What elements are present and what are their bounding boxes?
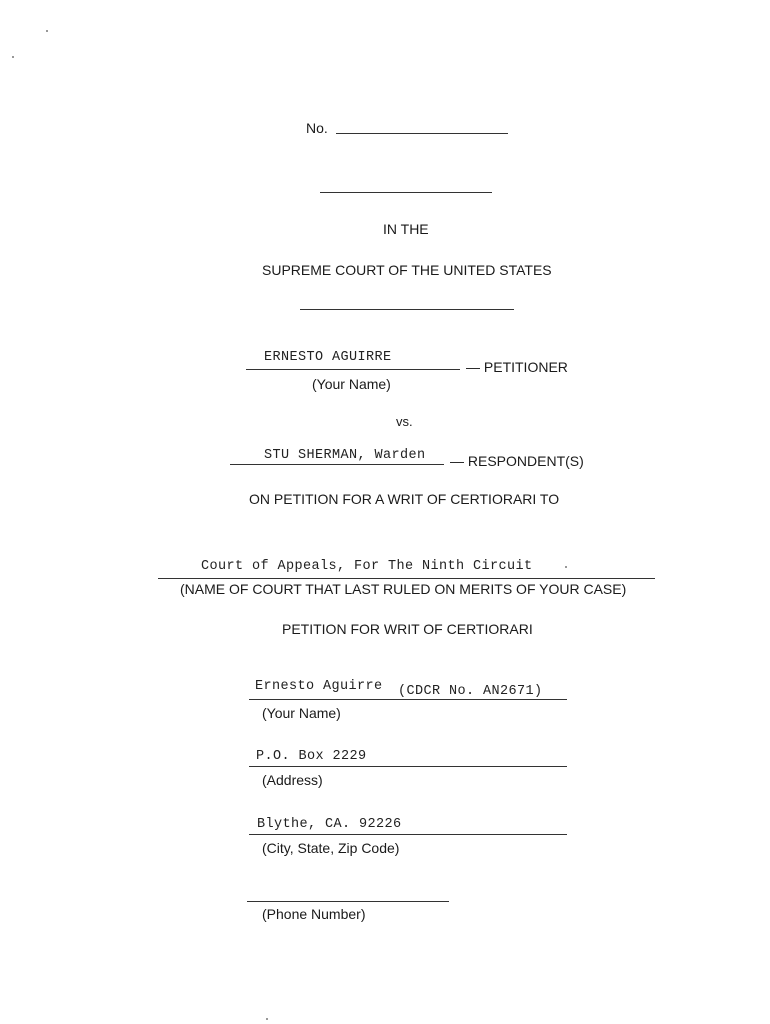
scan-speck <box>12 56 14 58</box>
respondent-role: — RESPONDENT(S) <box>450 453 584 469</box>
scan-speck <box>565 566 567 568</box>
case-number-line <box>336 133 508 134</box>
petition-heading: ON PETITION FOR A WRIT OF CERTIORARI TO <box>249 491 560 507</box>
respondent-name-line <box>230 464 444 465</box>
separator-line <box>300 309 514 310</box>
petitioner-name: ERNESTO AGUIRRE <box>264 350 392 365</box>
filer-city-line <box>249 834 567 835</box>
filer-name: Ernesto Aguirre <box>255 679 383 694</box>
filer-address-line <box>249 766 567 767</box>
versus-label: vs. <box>396 414 413 429</box>
scan-speck <box>46 30 48 32</box>
lower-court-line <box>158 578 655 579</box>
petitioner-role: — PETITIONER <box>466 359 568 375</box>
petitioner-caption: (Your Name) <box>312 376 391 392</box>
filer-cdcr-number: (CDCR No. AN2671) <box>398 684 543 699</box>
scan-speck <box>266 1018 268 1020</box>
filer-city-caption: (City, State, Zip Code) <box>262 840 400 856</box>
filer-address-caption: (Address) <box>262 772 323 788</box>
filer-name-line <box>249 699 567 700</box>
lower-court-caption: (NAME OF COURT THAT LAST RULED ON MERITS OF YOUR CASE) <box>180 581 627 597</box>
filer-city: Blythe, CA. 92226 <box>257 817 402 832</box>
in-the-heading: IN THE <box>383 221 429 237</box>
separator-line <box>320 192 492 193</box>
filer-phone-caption: (Phone Number) <box>262 906 366 922</box>
petitioner-name-line <box>246 369 460 370</box>
filer-phone-line <box>247 901 449 902</box>
case-number-label: No. <box>306 120 328 136</box>
court-heading: SUPREME COURT OF THE UNITED STATES <box>262 262 552 278</box>
filer-name-caption: (Your Name) <box>262 705 341 721</box>
petition-title: PETITION FOR WRIT OF CERTIORARI <box>282 621 533 637</box>
respondent-name: STU SHERMAN, Warden <box>264 448 426 463</box>
lower-court-name: Court of Appeals, For The Ninth Circuit <box>201 559 533 574</box>
filer-address: P.O. Box 2229 <box>256 749 367 764</box>
